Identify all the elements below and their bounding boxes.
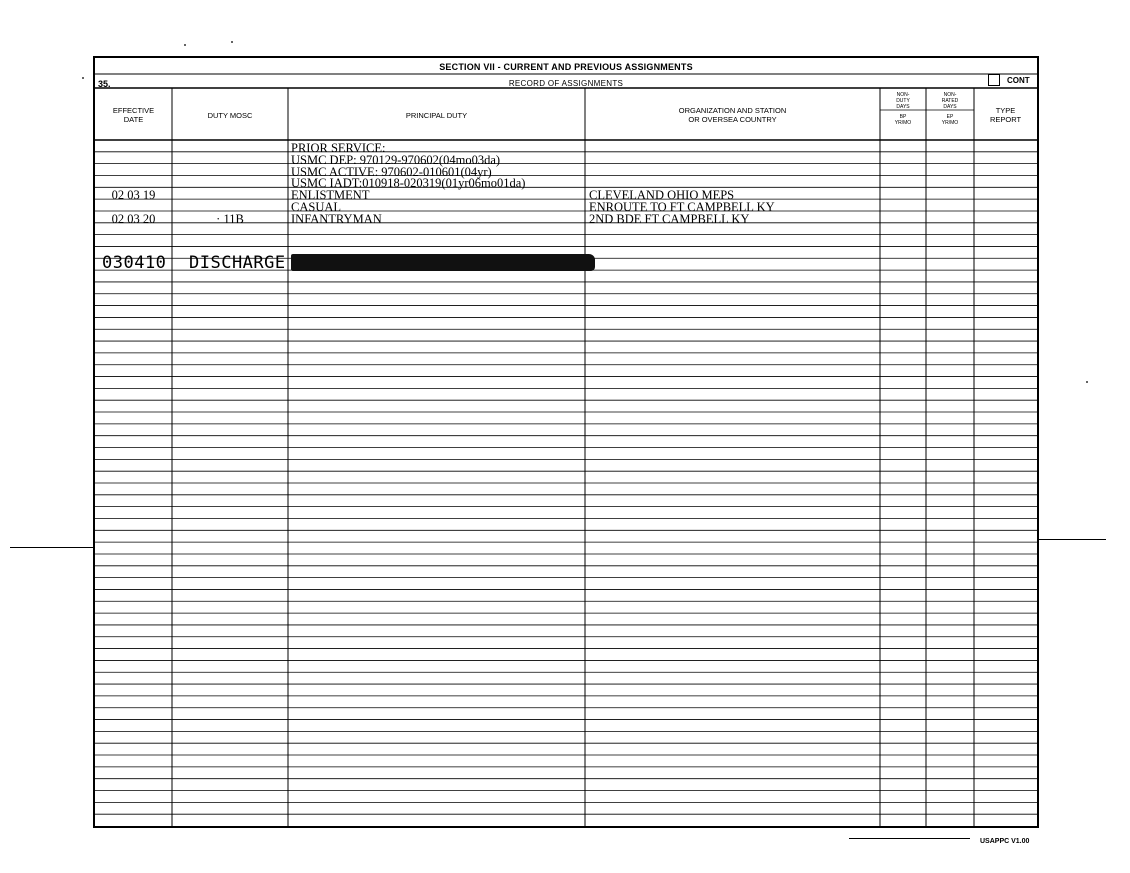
cont-label: CONT bbox=[1007, 76, 1030, 85]
cont-checkbox[interactable] bbox=[988, 74, 1000, 86]
header-non-duty-days: NON- DUTY DAYS bbox=[896, 92, 910, 110]
header-duty-mosc: DUTY MOSC bbox=[207, 111, 253, 120]
row-principal-duty: USMC DEP: 970129-970602(04mo03da) bbox=[291, 152, 501, 167]
row-principal-duty: CASUAL bbox=[291, 199, 342, 214]
assignments-form bbox=[93, 56, 1039, 828]
scan-line-right bbox=[1039, 539, 1106, 540]
row-principal-duty: ENLISTMENT bbox=[291, 188, 370, 202]
scan-speck bbox=[1086, 381, 1088, 383]
header-ep: EP YR/MO bbox=[941, 114, 959, 126]
header-organization: ORGANIZATION AND STATION OR OVERSEA COUNTRY bbox=[678, 106, 787, 124]
row-effective-date: 02 03 20 bbox=[111, 211, 156, 226]
scan-line-left bbox=[10, 547, 94, 548]
row-principal-duty: INFANTRYMAN bbox=[291, 211, 382, 226]
handwritten-mosc: DISCHARGE bbox=[189, 253, 286, 273]
header-effective-date: EFFECTIVE DATE bbox=[112, 106, 155, 124]
header-type-report: TYPE REPORT bbox=[989, 106, 1022, 124]
signature-line bbox=[849, 838, 970, 839]
row-organization: ENROUTE TO FT CAMPBELL KY bbox=[589, 199, 775, 214]
row-organization: 2ND BDE FT CAMPBELL KY bbox=[589, 211, 750, 226]
redaction-bar bbox=[291, 254, 595, 271]
header-non-rated-days: NON- RATED DAYS bbox=[941, 92, 959, 110]
row-duty-mosc: · 11B bbox=[216, 211, 244, 226]
scan-speck bbox=[82, 77, 84, 79]
handwritten-date: 030410 bbox=[102, 253, 167, 273]
row-principal-duty: PRIOR SERVICE: bbox=[291, 141, 386, 155]
row-principal-duty: USMC ACTIVE: 970602-010601(04yr) bbox=[291, 164, 492, 179]
section-title: SECTION VII - CURRENT AND PREVIOUS ASSIGNMENTS bbox=[439, 62, 693, 72]
row-principal-duty: USMC IADT:010918-020319(01yr06mo01da) bbox=[291, 176, 526, 191]
row-organization: CLEVELAND OHIO MEPS bbox=[589, 188, 735, 202]
record-title: RECORD OF ASSIGNMENTS bbox=[508, 79, 624, 88]
row-effective-date: 02 03 19 bbox=[111, 188, 156, 202]
scan-speck bbox=[231, 41, 233, 43]
scan-speck bbox=[184, 44, 186, 46]
item-number: 35. bbox=[98, 79, 111, 89]
header-bp: BP YR/MO bbox=[894, 114, 912, 126]
form-version: USAPPC V1.00 bbox=[980, 838, 1030, 845]
header-principal-duty: PRINCIPAL DUTY bbox=[405, 111, 468, 120]
